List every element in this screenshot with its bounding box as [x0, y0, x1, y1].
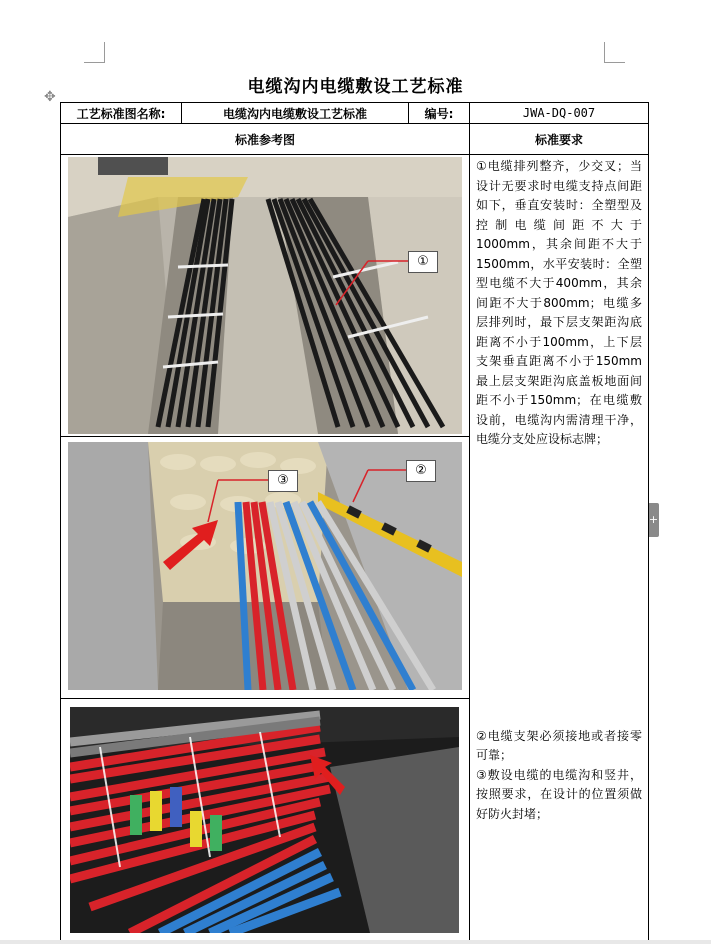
document-title: 电缆沟内电缆敷设工艺标准	[247, 77, 464, 97]
requirement-item-3: ③敷设电缆的电缆沟和竖井，按照要求，在设计的位置须做好防火封堵；	[476, 767, 642, 821]
name-value: 电缆沟内电缆敷设工艺标准	[182, 103, 409, 124]
cable-trench-photo-2	[68, 442, 462, 690]
header-row	[61, 103, 649, 124]
content-row-1	[61, 155, 649, 437]
requirement-item-2: ②电缆支架必须接地或者接零可靠；	[476, 728, 642, 762]
photo-cell-2	[61, 437, 470, 699]
page-bottom-edge	[0, 940, 711, 944]
requirement-item-1: ①电缆排列整齐，少交叉；当设计无要求时电缆支持点间距如下，垂直安装时：全塑型及控制电缆间距不大于1000mm，其余间距不大于1500mm，水平安装时：全塑型电缆不大于400mm，其余间距不大于800mm；电缆多层排列时，最下层支架距沟底距离不小于100mm，上下层支架垂直距离不小于150mm最上层支架距沟底盖板地面间距不小于150mm；在电缆敷设前，电缆沟内需清理干净，电缆分支处应设标志牌；	[476, 159, 642, 446]
subheader-row	[61, 124, 649, 155]
code-label: 编号:	[409, 103, 470, 124]
requirements-cell	[470, 155, 649, 942]
callout-3: ③	[268, 470, 298, 492]
reference-label: 标准参考图	[61, 124, 470, 155]
cable-trench-photo-3	[70, 707, 459, 933]
code-value: JWA-DQ-007	[470, 103, 649, 124]
side-expand-tab[interactable]: +	[648, 503, 659, 537]
requirements-label: 标准要求	[470, 124, 649, 155]
photo-cell-1	[61, 155, 470, 437]
callout-1: ①	[408, 251, 438, 273]
move-handle-icon[interactable]: ✥	[44, 89, 56, 105]
cable-trench-photo-1	[68, 157, 462, 434]
callout-2: ②	[406, 460, 436, 482]
standard-table	[60, 102, 649, 942]
crop-mark-top-right	[604, 42, 625, 63]
name-label: 工艺标准图名称:	[61, 103, 182, 124]
crop-mark-top-left	[84, 42, 105, 63]
photo-cell-3	[61, 699, 470, 942]
